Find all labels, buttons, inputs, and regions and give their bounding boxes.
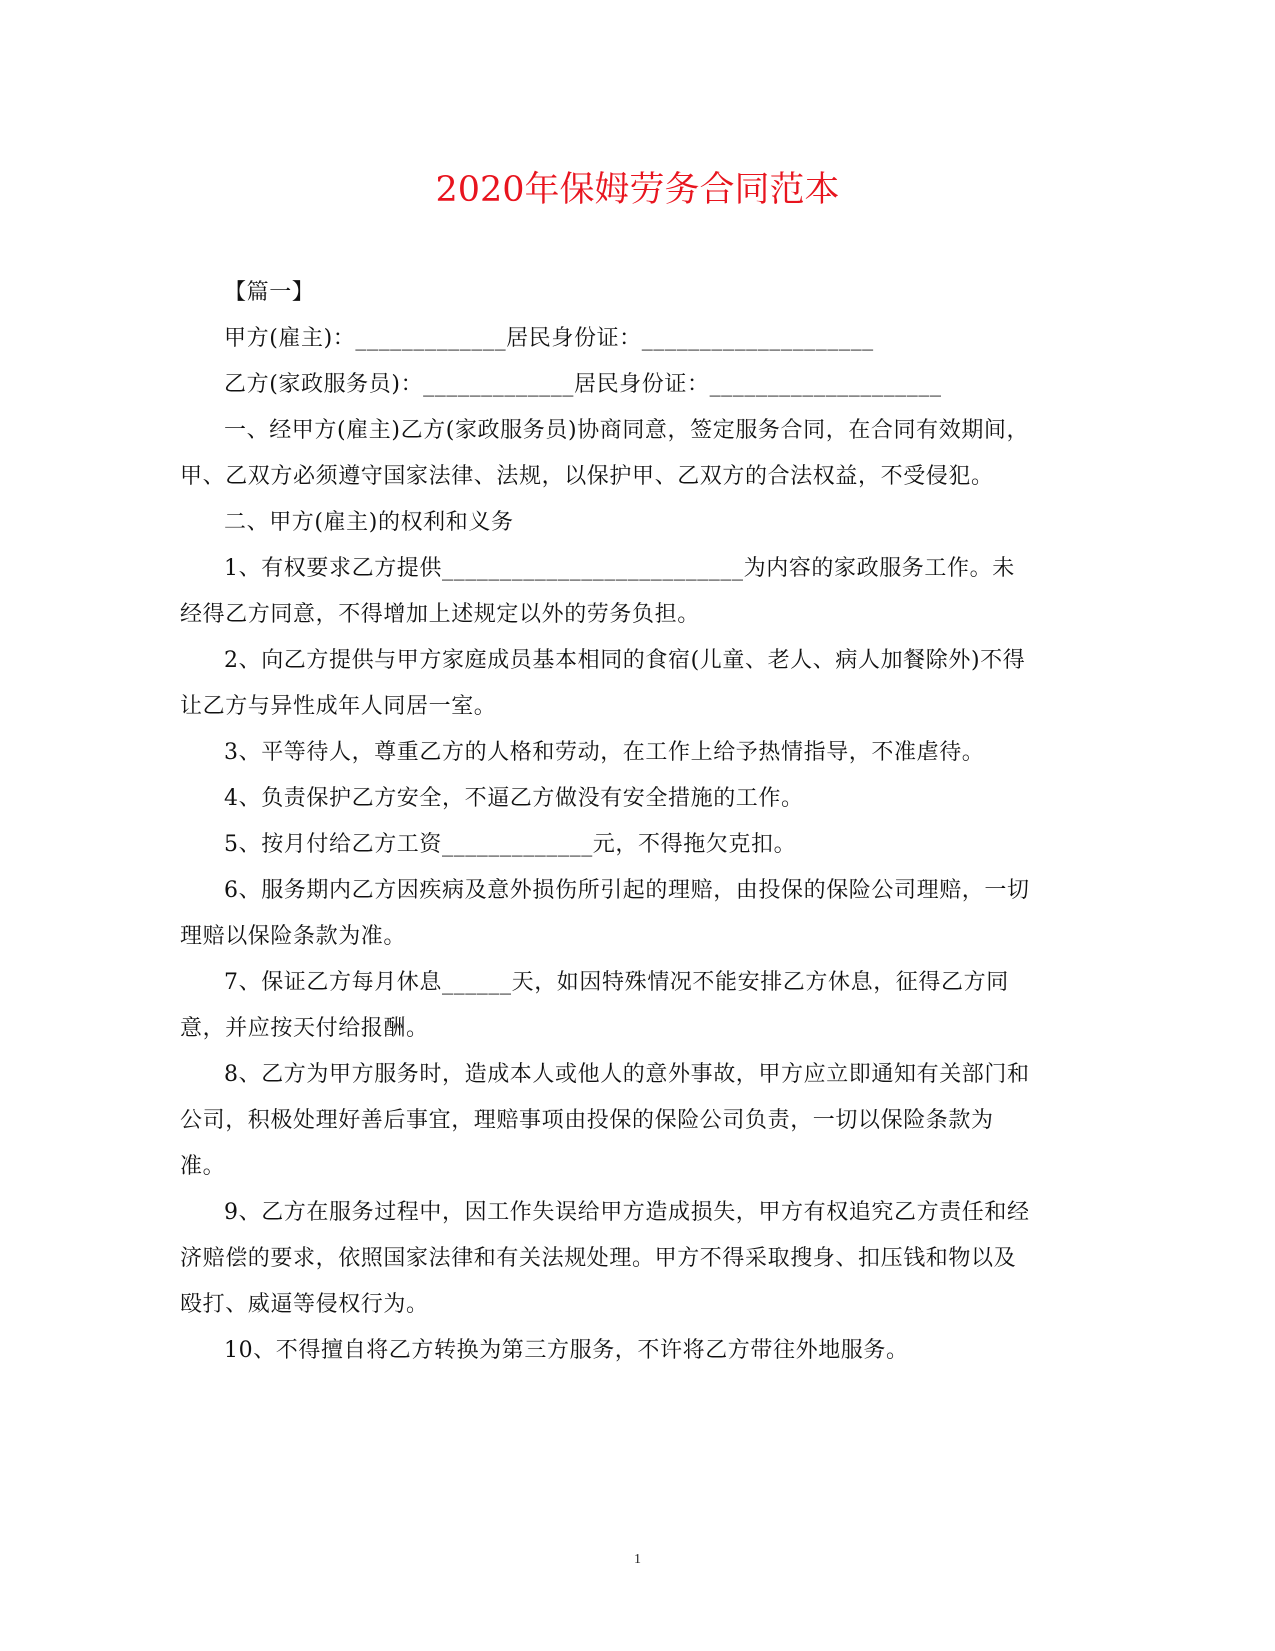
paragraph: 5、按月付给乙方工资_____________元，不得拖欠克扣。 — [224, 832, 797, 857]
paragraph: 8、乙方为甲方服务时，造成本人或他人的意外事故，甲方应立即通知有关部门和公司，积极处理好善后事宜，理赔事项由投保的保险公司负责，一切以保险条款为准。 — [180, 1062, 1030, 1179]
paragraph: 10、不得擅自将乙方转换为第三方服务，不许将乙方带往外地服务。 — [224, 1338, 909, 1363]
paragraph: 二、甲方(雇主)的权利和义务 — [224, 510, 514, 535]
paragraph: 2、向乙方提供与甲方家庭成员基本相同的食宿(儿童、老人、病人加餐除外)不得让乙方与异性成年人同居一室。 — [180, 648, 1026, 719]
paragraph: 6、服务期内乙方因疾病及意外损伤所引起的理赔，由投保的保险公司理赔，一切理赔以保险条款为准。 — [180, 878, 1030, 949]
party-b-line: 乙方(家政服务员)：_____________居民身份证：____________________ — [224, 372, 942, 397]
paragraph: 一、经甲方(雇主)乙方(家政服务员)协商同意，签定服务合同，在合同有效期间，甲、乙双方必须遵守国家法律、法规，以保护甲、乙双方的合法权益，不受侵犯。 — [180, 418, 1030, 489]
paragraph: 4、负责保护乙方安全，不逼乙方做没有安全措施的工作。 — [224, 786, 804, 811]
section-heading: 【篇一】 — [224, 280, 315, 305]
document-title: 2020年保姆劳务合同范本 — [435, 170, 840, 210]
page-number: 1 — [634, 1552, 641, 1567]
paragraph: 3、平等待人，尊重乙方的人格和劳动，在工作上给予热情指导，不准虐待。 — [224, 740, 985, 765]
paragraph: 1、有权要求乙方提供__________________________为内容的家政服务工作。未经得乙方同意，不得增加上述规定以外的劳务负担。 — [180, 556, 1015, 627]
document-body — [180, 270, 1036, 1374]
party-a-line: 甲方(雇主)：_____________居民身份证：____________________ — [224, 326, 874, 351]
paragraph: 7、保证乙方每月休息______天，如因特殊情况不能安排乙方休息，征得乙方同意，并应按天付给报酬。 — [180, 970, 1009, 1041]
paragraph: 9、乙方在服务过程中，因工作失误给甲方造成损失，甲方有权追究乙方责任和经济赔偿的要求，依照国家法律和有关法规处理。甲方不得采取搜身、扣压钱和物以及殴打、威逼等侵权行为。 — [180, 1200, 1030, 1317]
